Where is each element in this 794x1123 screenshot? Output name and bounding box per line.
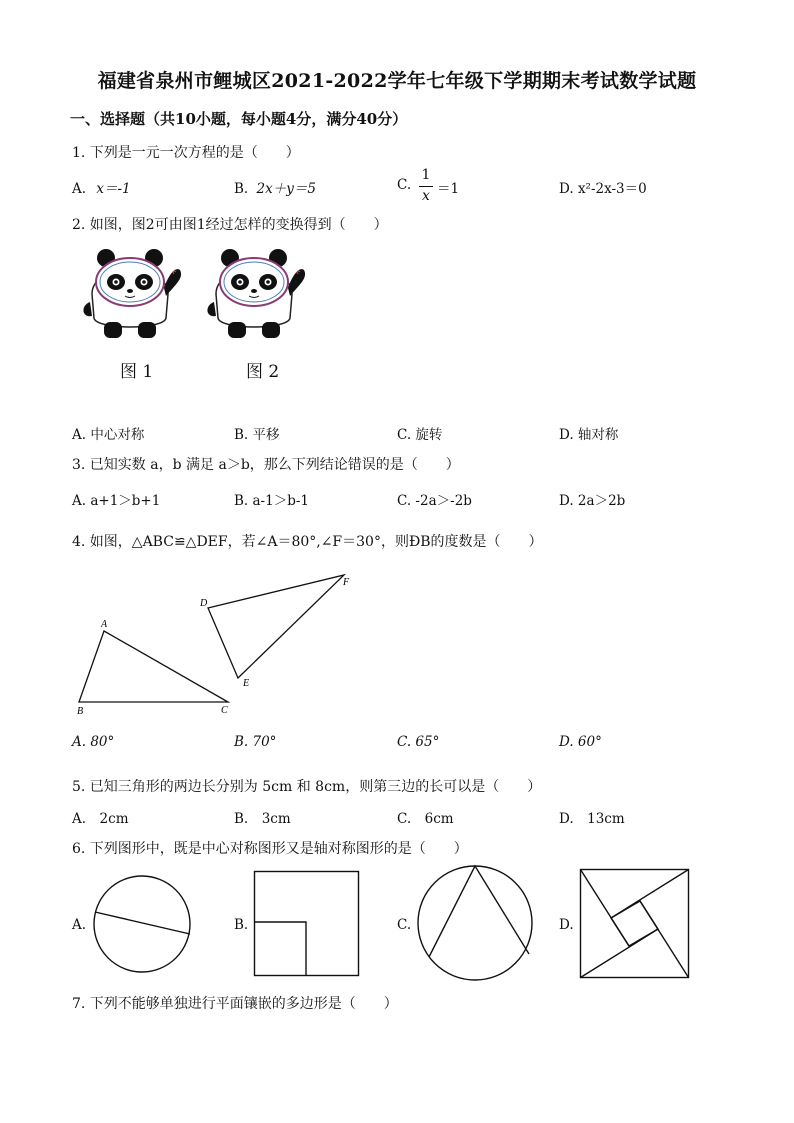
q1-b-text: 2x＋y＝5 <box>256 181 316 197</box>
q6-option-b-label[interactable]: B. <box>234 917 249 933</box>
q6-circle-with-triangle[interactable] <box>416 864 534 982</box>
q6-square-with-corner[interactable] <box>253 870 361 978</box>
q1-c-label: C. <box>397 177 412 193</box>
fig2-caption: 图 2 <box>246 362 280 382</box>
q3-option-a[interactable]: A. a+1＞b+1 <box>72 493 161 509</box>
q5-stem: 5. 已知三角形的两边长分别为 5cm 和 8cm，则第三边的长可以是（ ） <box>72 779 542 795</box>
q3-option-d[interactable]: D. 2a＞2b <box>559 493 626 509</box>
q6-option-a-label[interactable]: A. <box>72 917 87 933</box>
q1-c-rest: ＝1 <box>437 181 460 197</box>
q4-stem: 4. 如图，△ABC≌△DEF，若∠A＝80°,∠F＝30°，则ÐB的度数是（ ） <box>72 534 543 550</box>
q6-stem: 6. 下列图形中，既是中心对称图形又是轴对称图形的是（ ） <box>72 841 468 857</box>
vertex-e-label: E <box>243 678 250 689</box>
vertex-d-label: D <box>200 598 208 609</box>
triangle-def <box>208 575 344 678</box>
q1-c-denominator: x <box>422 188 430 204</box>
q5-option-c[interactable]: C. 6cm <box>397 811 454 827</box>
q2-option-d[interactable]: D. 轴对称 <box>559 427 619 443</box>
q5-option-a[interactable]: A. 2cm <box>72 811 129 827</box>
q4-option-d[interactable]: D. 60° <box>559 734 602 750</box>
q7-stem: 7. 下列不能够单独进行平面镶嵌的多边形是（ ） <box>72 996 398 1012</box>
q1-stem: 1. 下列是一元一次方程的是（ ） <box>72 145 300 161</box>
q6-option-d-label[interactable]: D. <box>559 917 574 933</box>
q1-d-text: x²-2x-3＝0 <box>577 181 647 197</box>
q1-a-label: A. <box>72 181 87 197</box>
q3-stem: 3. 已知实数 a，b 满足 a＞b，那么下列结论错误的是（ ） <box>72 457 460 473</box>
q2-option-b[interactable]: B. 平移 <box>234 427 280 443</box>
vertex-a-label: A <box>101 619 108 630</box>
q6-circle-with-chord[interactable] <box>92 872 196 976</box>
q6-option-c-label[interactable]: C. <box>397 917 412 933</box>
q1-d-label: D. <box>559 181 574 197</box>
q1-a-text: x＝-1 <box>96 181 131 197</box>
q4-option-c[interactable]: C. 65° <box>397 734 440 750</box>
q5-option-b[interactable]: B. 3cm <box>234 811 291 827</box>
q2-option-a[interactable]: A. 中心对称 <box>72 427 145 443</box>
page-title: 福建省泉州市鲤城区2021-2022学年七年级下学期期末考试数学试题 <box>97 70 697 92</box>
q2-option-c[interactable]: C. 旋转 <box>397 427 443 443</box>
vertex-b-label: B <box>77 706 84 717</box>
triangle-abc <box>79 631 228 702</box>
vertex-f-label: F <box>343 577 350 588</box>
q1-c-numerator: 1 <box>421 167 431 183</box>
q6-pinwheel-square[interactable] <box>579 868 691 980</box>
q2-stem: 2. 如图，图2可由图1经过怎样的变换得到（ ） <box>72 217 388 233</box>
vertex-c-label: C <box>221 705 228 716</box>
q3-option-c[interactable]: C. -2a＞-2b <box>397 493 472 509</box>
q3-option-b[interactable]: B. a-1＞b-1 <box>234 493 309 509</box>
q1-b-label: B. <box>234 181 249 197</box>
q4-option-a[interactable]: A. 80° <box>72 734 115 750</box>
q4-option-b[interactable]: B. 70° <box>234 734 277 750</box>
fig1-caption: 图 1 <box>120 362 154 382</box>
section-heading: 一、选择题（共10小题，每小题4分，满分40分） <box>70 110 408 128</box>
q5-option-d[interactable]: D. 13cm <box>559 811 625 827</box>
